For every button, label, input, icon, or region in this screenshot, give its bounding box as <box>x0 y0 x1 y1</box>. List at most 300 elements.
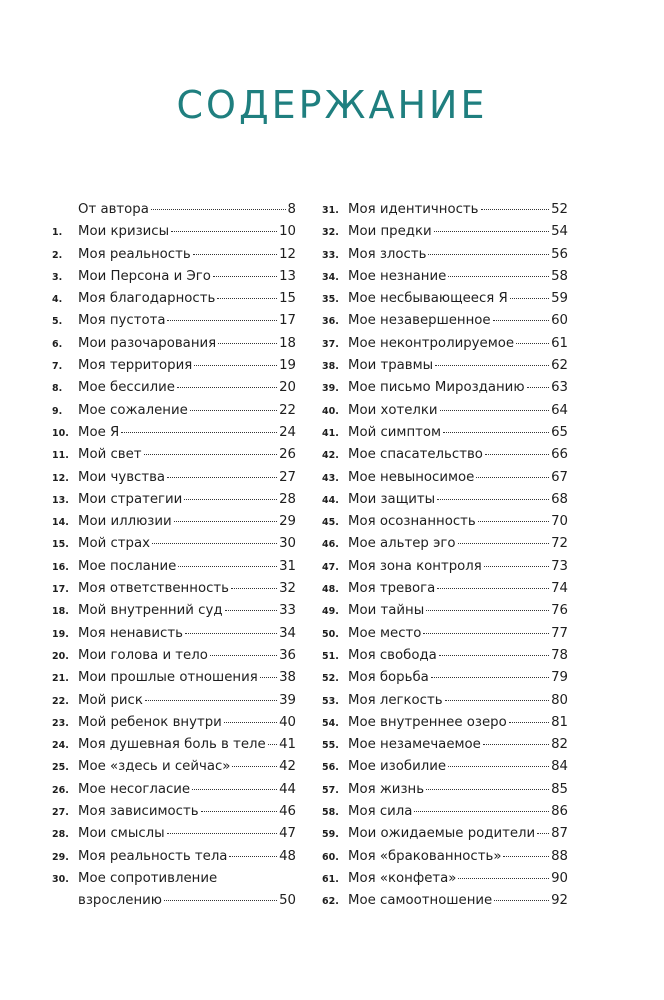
entry-page-number: 24 <box>279 424 296 440</box>
dot-leader <box>437 588 549 589</box>
toc-entry[interactable] <box>52 801 296 823</box>
dot-leader <box>485 454 549 455</box>
entry-number: 52. <box>322 673 339 685</box>
toc-entry[interactable] <box>52 333 296 355</box>
toc-entry[interactable] <box>52 489 296 511</box>
toc-entry[interactable] <box>52 244 296 266</box>
entry-title: Мое изобилие <box>348 759 447 775</box>
entry-number: 58. <box>322 807 339 819</box>
toc-entry[interactable] <box>322 578 568 600</box>
toc-entry[interactable] <box>52 355 296 377</box>
entry-page-number: 19 <box>279 358 296 374</box>
entry-page-number: 60 <box>551 313 568 329</box>
entry-number: 2. <box>52 249 63 261</box>
entry-page-number: 34 <box>279 625 296 641</box>
entry-page-number: 36 <box>279 647 296 663</box>
toc-entry[interactable] <box>322 467 568 489</box>
toc-entry[interactable] <box>322 355 568 377</box>
entry-number: 47. <box>322 561 339 573</box>
toc-entry[interactable] <box>322 667 568 689</box>
dot-leader <box>483 744 549 745</box>
entry-page-number: 48 <box>279 848 296 864</box>
entry-page-number: 17 <box>279 313 296 329</box>
entry-number: 60. <box>322 851 339 863</box>
toc-entry[interactable] <box>52 511 296 533</box>
toc-entry[interactable] <box>52 645 296 667</box>
entry-title: Мои Персона и Эго <box>78 268 211 284</box>
entry-title: Мое несогласие <box>78 781 191 797</box>
toc-entry[interactable] <box>52 779 296 801</box>
dot-leader <box>510 298 549 299</box>
entry-page-number: 86 <box>551 804 568 820</box>
entry-page-number: 79 <box>551 670 568 686</box>
entry-number: 27. <box>52 807 69 819</box>
entry-page-number: 72 <box>551 536 568 552</box>
dot-leader <box>494 900 549 901</box>
entry-number: 6. <box>52 338 63 350</box>
entry-title: Мое самоотношение <box>348 893 493 909</box>
entry-number: 26. <box>52 784 69 796</box>
toc-entry[interactable] <box>52 444 296 466</box>
entry-title: Мое неконтролируемое <box>348 335 515 351</box>
toc-entry[interactable] <box>322 310 568 332</box>
entry-number: 25. <box>52 762 69 774</box>
entry-number: 17. <box>52 584 69 596</box>
entry-title: Мой ребенок внутри <box>78 714 222 730</box>
toc-entry[interactable] <box>322 690 568 712</box>
entry-title: Мое несбывающееся Я <box>348 291 508 307</box>
entry-page-number: 28 <box>279 491 296 507</box>
entry-title: Моя идентичность <box>348 202 479 217</box>
toc-entry[interactable] <box>52 868 296 913</box>
entry-title: Моя реальность <box>78 246 191 262</box>
entry-title: Мое альтер эго <box>348 536 456 552</box>
entry-title: Мои иллюзии <box>78 514 172 530</box>
dot-leader <box>426 610 549 611</box>
entry-page-number: 12 <box>279 246 296 262</box>
dot-leader <box>177 387 277 388</box>
dot-leader <box>167 320 277 321</box>
entry-number: 54. <box>322 717 339 729</box>
entry-page-number: 73 <box>551 558 568 574</box>
entry-page-number: 61 <box>551 335 568 351</box>
entry-number: 53. <box>322 695 339 707</box>
dot-leader <box>201 811 278 812</box>
toc-entry[interactable] <box>52 578 296 600</box>
entry-page-number: 59 <box>551 291 568 307</box>
entry-page-number: 32 <box>279 581 296 597</box>
entry-page-number: 54 <box>551 224 568 240</box>
dot-leader <box>443 432 549 433</box>
toc-entry[interactable] <box>322 221 568 243</box>
entry-title: Мои чувства <box>78 469 166 485</box>
entry-number: 1. <box>52 227 63 239</box>
entry-number: 55. <box>322 740 339 752</box>
entry-number: 4. <box>52 294 63 306</box>
entry-title: Мои предки <box>348 224 432 240</box>
toc-entry[interactable] <box>322 199 568 221</box>
entry-title: Мое письмо Мирозданию <box>348 380 525 396</box>
dot-leader <box>225 610 278 611</box>
entry-number: 18. <box>52 606 69 618</box>
entry-page-number: 8 <box>287 202 296 217</box>
toc-entry[interactable] <box>322 489 568 511</box>
entry-number: 7. <box>52 361 63 373</box>
entry-title: Моя борьба <box>348 670 429 686</box>
entry-title: Моя осознанность <box>348 514 476 530</box>
entry-number: 5. <box>52 316 63 328</box>
entry-number: 20. <box>52 650 69 662</box>
dot-leader <box>121 432 277 433</box>
entry-title: Мои ожидаемые родители <box>348 826 536 842</box>
entry-page-number: 26 <box>279 447 296 463</box>
entry-title: Мое сожаление <box>78 402 188 418</box>
dot-leader <box>428 254 549 255</box>
entry-page-number: 70 <box>551 514 568 530</box>
entry-title: Мой риск <box>78 692 143 708</box>
entry-title: Моя сила <box>348 804 413 820</box>
entry-title: Моя «конфета» <box>348 870 457 886</box>
entry-title: Мои защиты <box>348 491 436 507</box>
entry-page-number: 40 <box>279 714 296 730</box>
entry-title: Мои голова и тело <box>78 647 208 663</box>
entry-number: 37. <box>322 338 339 350</box>
dot-leader <box>218 343 277 344</box>
entry-number: 24. <box>52 740 69 752</box>
dot-leader <box>481 209 550 210</box>
dot-leader <box>232 766 277 767</box>
entry-title: Мои хотелки <box>348 402 438 418</box>
entry-number: 16. <box>52 561 69 573</box>
entry-number: 56. <box>322 762 339 774</box>
entry-page-number: 46 <box>279 804 296 820</box>
entry-number: 8. <box>52 383 63 395</box>
entry-number: 14. <box>52 517 69 529</box>
entry-title: Мой внутренний суд <box>78 603 223 619</box>
dot-leader <box>537 833 549 834</box>
dot-leader <box>171 231 277 232</box>
toc-entry[interactable] <box>52 377 296 399</box>
entry-page-number: 62 <box>551 358 568 374</box>
entry-number: 62. <box>322 896 339 908</box>
dot-leader <box>527 387 550 388</box>
toc-entry[interactable] <box>322 779 568 801</box>
entry-title: Моя пустота <box>78 313 166 329</box>
toc-entry[interactable] <box>52 310 296 332</box>
entry-title: Моя тревога <box>348 581 436 597</box>
toc-entry[interactable] <box>52 667 296 689</box>
dot-leader <box>192 789 277 790</box>
toc-entry[interactable] <box>322 511 568 533</box>
toc-entry[interactable] <box>322 823 568 845</box>
entry-title: Моя зависимость <box>78 804 199 820</box>
entry-number: 38. <box>322 361 339 373</box>
entry-page-number: 63 <box>551 380 568 396</box>
entry-number: 3. <box>52 271 63 283</box>
entry-number: 41. <box>322 427 339 439</box>
entry-title: Моя свобода <box>348 647 437 663</box>
entry-title: Мои стратегии <box>78 491 183 507</box>
entry-title: Моя жизнь <box>348 781 425 797</box>
toc-entry[interactable] <box>52 266 296 288</box>
entry-title: Мое сопротивление <box>78 870 218 886</box>
entry-number: 36. <box>322 316 339 328</box>
toc-entry[interactable] <box>322 266 568 288</box>
entry-number: 57. <box>322 784 339 796</box>
toc-entry[interactable] <box>322 623 568 645</box>
entry-title: Мои разочарования <box>78 335 217 351</box>
entry-page-number: 78 <box>551 647 568 663</box>
entry-page-number: 41 <box>279 737 296 753</box>
dot-leader <box>448 276 549 277</box>
entry-page-number: 68 <box>551 491 568 507</box>
entry-page-number: 42 <box>279 759 296 775</box>
toc-entry[interactable] <box>322 868 568 890</box>
entry-page-number: 80 <box>551 692 568 708</box>
dot-leader <box>440 410 549 411</box>
entry-page-number: 66 <box>551 447 568 463</box>
entry-number: 10. <box>52 427 69 439</box>
entry-number: 34. <box>322 271 339 283</box>
toc-entry[interactable] <box>52 556 296 578</box>
toc-entry[interactable] <box>52 288 296 310</box>
entry-page-number: 33 <box>279 603 296 619</box>
entry-number: 28. <box>52 829 69 841</box>
entry-number: 22. <box>52 695 69 707</box>
entry-number: 32. <box>322 227 339 239</box>
toc-entry[interactable] <box>52 712 296 734</box>
dot-leader <box>145 700 277 701</box>
entry-number: 15. <box>52 539 69 551</box>
entry-page-number: 87 <box>551 826 568 842</box>
entry-page-number: 64 <box>551 402 568 418</box>
entry-title: Мои травмы <box>348 358 434 374</box>
entry-number: 33. <box>322 249 339 261</box>
entry-page-number: 67 <box>551 469 568 485</box>
entry-title: Моя территория <box>78 358 193 374</box>
toc-entry[interactable] <box>52 846 296 868</box>
dot-leader <box>439 655 549 656</box>
entry-page-number: 74 <box>551 581 568 597</box>
entry-page-number: 27 <box>279 469 296 485</box>
entry-title: Мои прошлые отношения <box>78 670 258 686</box>
dot-leader <box>167 833 277 834</box>
dot-leader <box>476 477 549 478</box>
dot-leader <box>493 320 549 321</box>
entry-number: 42. <box>322 450 339 462</box>
entry-page-number: 13 <box>279 268 296 284</box>
dot-leader <box>503 856 549 857</box>
toc-entry[interactable] <box>52 533 296 555</box>
entry-page-number: 44 <box>279 781 296 797</box>
dot-leader <box>516 343 549 344</box>
dot-leader <box>229 856 277 857</box>
entry-page-number: 50 <box>279 893 296 909</box>
dot-leader <box>478 521 549 522</box>
entry-title: Моя легкость <box>348 692 443 708</box>
entry-page-number: 22 <box>279 402 296 418</box>
entry-title: Мое бессилие <box>78 380 175 396</box>
entry-page-number: 90 <box>551 870 568 886</box>
entry-title: Мое незавершенное <box>348 313 491 329</box>
entry-title: Моя ненависть <box>78 625 183 641</box>
entry-title: Моя ответственность <box>78 581 229 597</box>
toc-entry[interactable] <box>322 533 568 555</box>
entry-number: 21. <box>52 673 69 685</box>
entry-page-number: 29 <box>279 514 296 530</box>
dot-leader <box>217 298 277 299</box>
entry-page-number: 31 <box>279 558 296 574</box>
entry-page-number: 10 <box>279 224 296 240</box>
entry-page-number: 20 <box>279 380 296 396</box>
toc-entry[interactable] <box>52 467 296 489</box>
dot-leader <box>164 900 277 901</box>
dot-leader <box>448 766 549 767</box>
toc-entry[interactable] <box>322 422 568 444</box>
toc-entry[interactable] <box>52 623 296 645</box>
entry-title: Мои смыслы <box>78 826 165 842</box>
entry-number: 29. <box>52 851 69 863</box>
entry-number: 61. <box>322 873 339 885</box>
entry-title: Моя зона контроля <box>348 558 482 574</box>
page-title: СОДЕРЖАНИЕ <box>176 83 488 128</box>
entry-number: 39. <box>322 383 339 395</box>
dot-leader <box>194 365 277 366</box>
dot-leader <box>431 677 549 678</box>
entry-number: 40. <box>322 405 339 417</box>
entry-title: Мой симптом <box>348 424 442 440</box>
entry-page-number: 15 <box>279 291 296 307</box>
dot-leader <box>210 655 277 656</box>
dot-leader <box>167 477 277 478</box>
dot-leader <box>435 365 549 366</box>
entry-page-number: 76 <box>551 603 568 619</box>
toc-entry[interactable] <box>322 890 568 912</box>
dot-leader <box>484 566 549 567</box>
dot-leader <box>458 878 549 879</box>
dot-leader <box>423 633 549 634</box>
entry-page-number: 84 <box>551 759 568 775</box>
entry-page-number: 65 <box>551 424 568 440</box>
entry-page-number: 47 <box>279 826 296 842</box>
toc-column-left <box>52 199 296 913</box>
toc-entry[interactable] <box>322 801 568 823</box>
toc-entry[interactable] <box>52 734 296 756</box>
toc-entry[interactable] <box>52 756 296 778</box>
toc-entry[interactable] <box>322 756 568 778</box>
entry-page-number: 81 <box>551 714 568 730</box>
toc-entry[interactable] <box>52 690 296 712</box>
entry-number: 35. <box>322 294 339 306</box>
entry-page-number: 77 <box>551 625 568 641</box>
entry-number: 50. <box>322 628 339 640</box>
toc-entry[interactable] <box>52 199 296 221</box>
entry-title: Мое внутреннее озеро <box>348 714 507 730</box>
entry-page-number: 88 <box>551 848 568 864</box>
dot-leader <box>144 454 278 455</box>
toc-entry[interactable] <box>322 244 568 266</box>
entry-title: Мое «здесь и сейчас» <box>78 759 231 775</box>
entry-page-number: 52 <box>551 202 568 217</box>
entry-title: Мое незамечаемое <box>348 737 481 753</box>
dot-leader <box>152 543 277 544</box>
dot-leader <box>213 276 277 277</box>
toc-entry[interactable] <box>322 444 568 466</box>
entry-number: 59. <box>322 829 339 841</box>
dot-leader <box>193 254 277 255</box>
entry-title: Мое спасательство <box>348 447 483 463</box>
entry-title: Моя благодарность <box>78 291 216 307</box>
entry-page-number: 82 <box>551 737 568 753</box>
entry-number: 9. <box>52 405 63 417</box>
entry-number: 19. <box>52 628 69 640</box>
dot-leader <box>231 588 277 589</box>
entry-title: Мое Я <box>78 424 120 440</box>
dot-leader <box>174 521 277 522</box>
dot-leader <box>509 722 549 723</box>
toc-entry[interactable] <box>322 377 568 399</box>
entry-title: Мое невыносимое <box>348 469 475 485</box>
entry-number: 30. <box>52 873 69 885</box>
dot-leader <box>151 209 286 210</box>
entry-number: 13. <box>52 494 69 506</box>
toc-entry[interactable] <box>322 288 568 310</box>
entry-page-number: 85 <box>551 781 568 797</box>
entry-title: Мой свет <box>78 447 142 463</box>
dot-leader <box>268 744 277 745</box>
entry-page-number: 58 <box>551 268 568 284</box>
entry-number: 23. <box>52 717 69 729</box>
toc-entry[interactable] <box>52 823 296 845</box>
toc-entry[interactable] <box>322 846 568 868</box>
entry-title: Моя реальность тела <box>78 848 228 864</box>
entry-title: Мое место <box>348 625 422 641</box>
entry-page-number: 92 <box>551 893 568 909</box>
toc-entry[interactable] <box>322 333 568 355</box>
toc-entry[interactable] <box>52 400 296 422</box>
entry-number: 45. <box>322 517 339 529</box>
toc-entry[interactable] <box>322 645 568 667</box>
toc-entry[interactable] <box>322 400 568 422</box>
entry-number: 11. <box>52 450 69 462</box>
toc-entry[interactable] <box>52 221 296 243</box>
entry-page-number: 39 <box>279 692 296 708</box>
dot-leader <box>437 499 549 500</box>
dot-leader <box>434 231 549 232</box>
toc-entry[interactable] <box>322 734 568 756</box>
dot-leader <box>190 410 277 411</box>
toc-entry[interactable] <box>52 600 296 622</box>
toc-entry[interactable] <box>52 422 296 444</box>
dot-leader <box>178 566 277 567</box>
toc-entry[interactable] <box>322 712 568 734</box>
entry-page-number: 56 <box>551 246 568 262</box>
entry-title: Моя душевная боль в теле <box>78 737 266 753</box>
toc-entry[interactable] <box>322 600 568 622</box>
entry-number: 48. <box>322 584 339 596</box>
entry-title: Моя «бракованность» <box>348 848 502 864</box>
entry-page-number: 30 <box>279 536 296 552</box>
dot-leader <box>458 543 550 544</box>
entry-number: 44. <box>322 494 339 506</box>
entry-number: 49. <box>322 606 339 618</box>
dot-leader <box>426 789 549 790</box>
entry-title: Мое незнание <box>348 268 447 284</box>
entry-number: 12. <box>52 472 69 484</box>
entry-title: Мои кризисы <box>78 224 170 240</box>
toc-entry[interactable] <box>322 556 568 578</box>
entry-title-continued: взрослению <box>78 893 163 909</box>
